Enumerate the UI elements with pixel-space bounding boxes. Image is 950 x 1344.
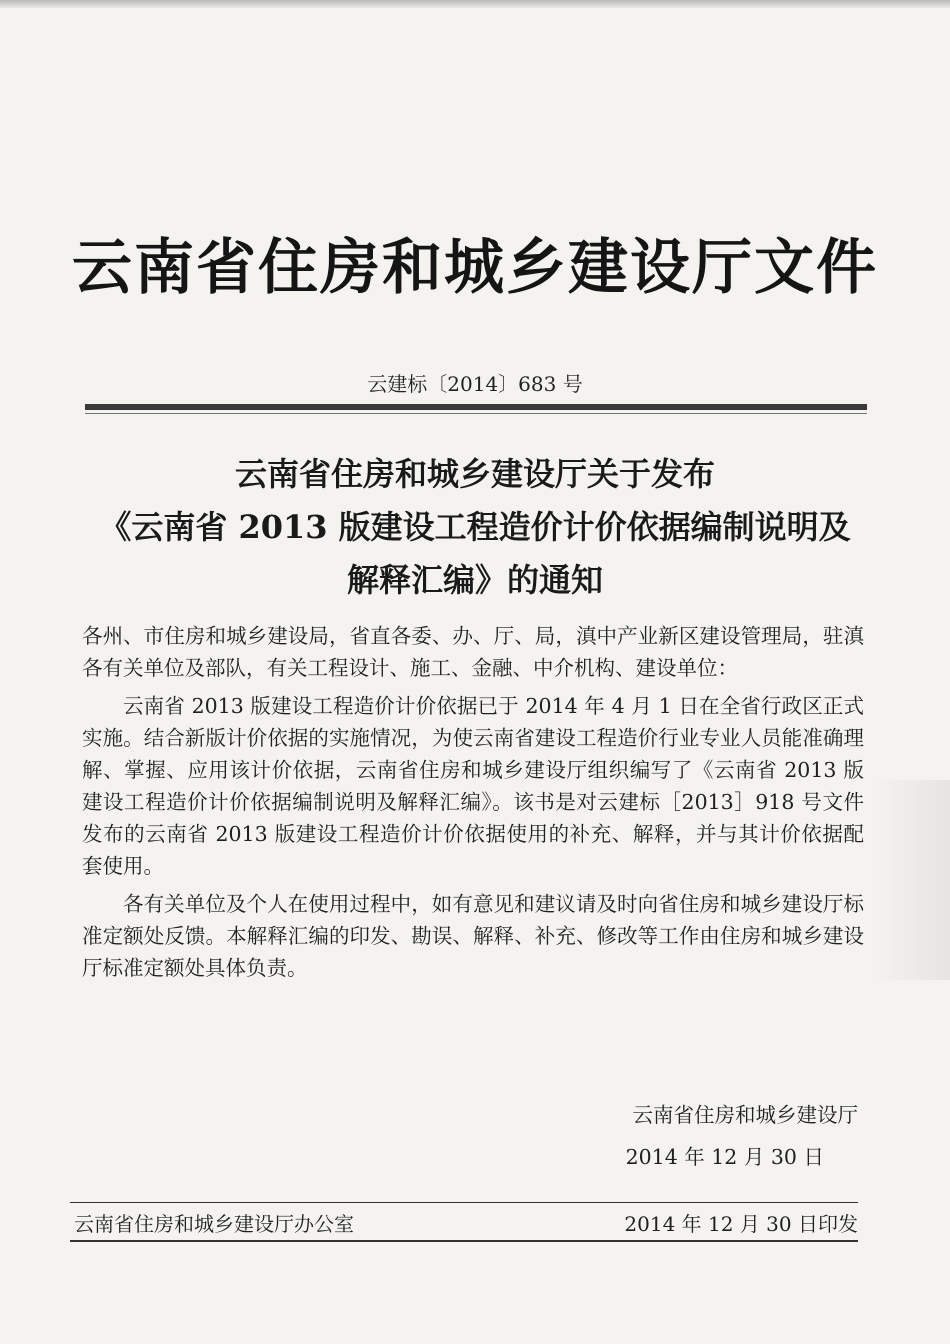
document-number: 云建标〔2014〕683 号 [367,372,583,396]
notice-title [0,448,950,607]
scan-top-edge [0,0,950,8]
notice-title-line: 云南省住房和城乡建设厅关于发布 [234,455,715,493]
footer-issue-date: 2014 年 12 月 30 日印发 [624,1212,858,1236]
body-paragraph: 各有关单位及个人在使用过程中，如有意见和建议请及时向省住房和城乡建设厅标准定额处反馈。本解释汇编的印发、勘误、解释、补充、修改等工作由住房和城乡建设厅标准定额处具体负责。 [82,892,864,980]
body-paragraph: 云南省 2013 版建设工程造价计价依据已于 2014 年 4 月 1 日在全省行政区正式实施。结合新版计价依据的实施情况，为使云南省建设工程造价行业专业人员能准确理解、掌握、应用该计价依据，云南省住房和城乡建设厅组织编写了《云南省 2013 版建设工程造价计价依据编制说明及解释汇编》。该书是对云建标［2013］918 号文件发布的云南省 2013 版建设工程造价计价依据使用的补充、解释，并与其计价依据配套使用。 [82,694,864,878]
footer-divider-top [70,1202,858,1203]
addressee-paragraph: 各州、市住房和城乡建设局，省直各委、办、厅、局，滇中产业新区建设管理局，驻滇各有关单位及部队，有关工程设计、施工、金融、中介机构、建设单位： [82,624,864,680]
signature-date: 2014 年 12 月 30 日 [625,1145,824,1169]
signature-organization: 云南省住房和城乡建设厅 [632,1103,858,1127]
footer-divider-bottom [70,1240,858,1242]
notice-title-line: 《云南省 2013 版建设工程造价计价依据编制说明及 [99,508,851,546]
notice-title-line: 解释汇编》的通知 [346,561,603,599]
header-divider-thin [85,413,867,414]
notice-body [82,620,864,990]
header-divider-thick [85,404,867,410]
scan-shadow [870,780,950,980]
document-header-title: 云南省住房和城乡建设厅文件 [72,233,878,303]
footer-issuing-office: 云南省住房和城乡建设厅办公室 [74,1212,354,1236]
